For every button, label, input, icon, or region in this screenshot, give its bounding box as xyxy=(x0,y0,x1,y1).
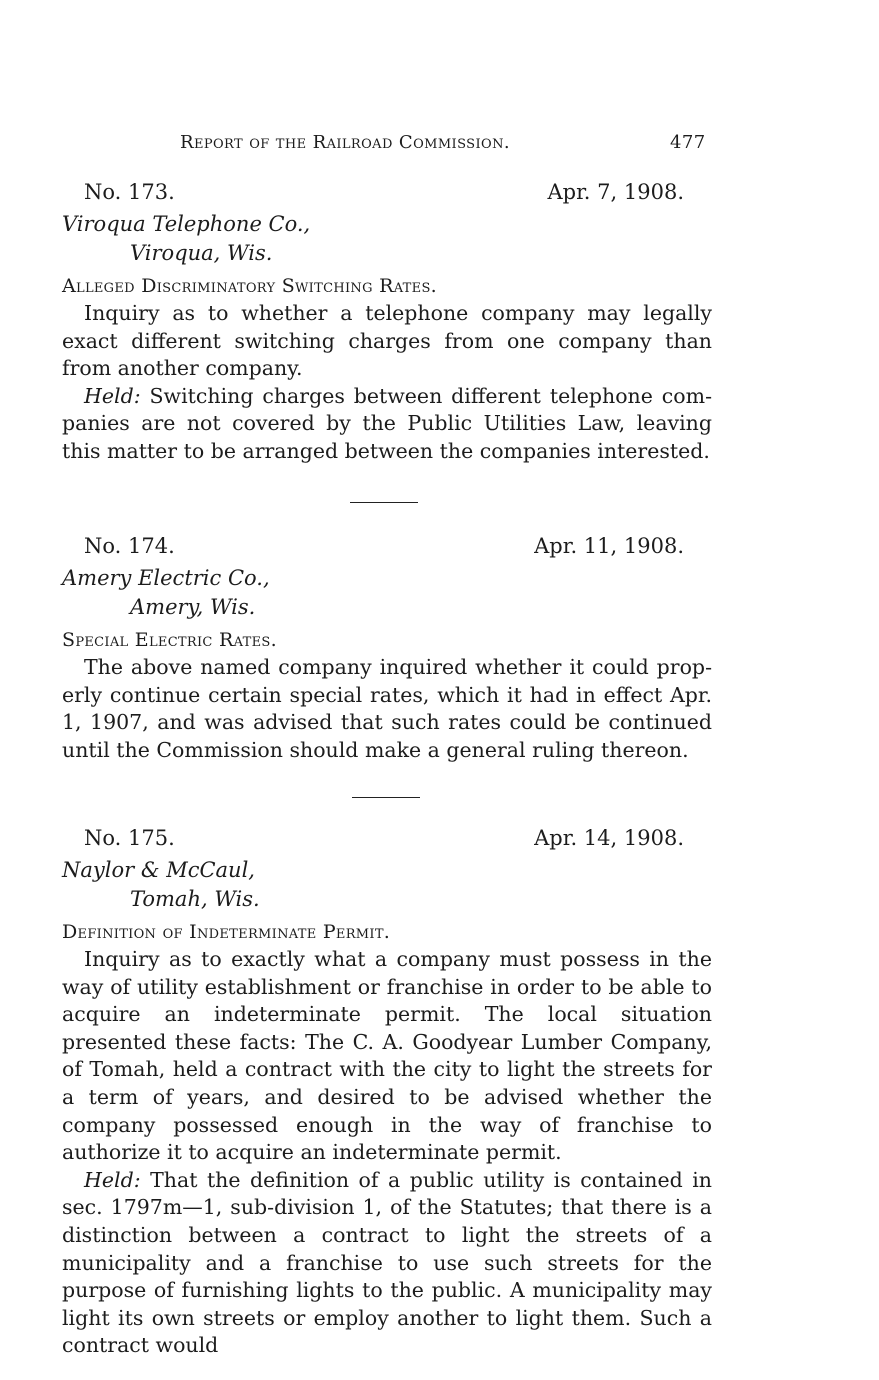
paragraph xyxy=(62,1167,712,1360)
entry-number: No. 173. xyxy=(84,180,175,204)
entry-subject: Definition of Indeterminate Permit. xyxy=(62,921,391,943)
paragraph xyxy=(62,654,712,764)
paragraph-text: Inquiry as to whether a telephone company may legally exact different switching charges from one company than from another company. xyxy=(62,301,712,381)
paragraph-text: The above named company inquired whether it could properly continue certain special rates, which it had in effect Apr. 1, 1907, and was advised that such rates could be continued until the Commission should make a general ruling thereon. xyxy=(62,655,712,762)
held-label: Held: xyxy=(84,383,141,408)
entry-header xyxy=(62,826,712,856)
section-divider xyxy=(352,797,420,798)
party-location: Amery, Wis. xyxy=(130,595,256,619)
paragraph xyxy=(62,383,712,466)
party-location: Viroqua, Wis. xyxy=(130,241,273,265)
party-location: Tomah, Wis. xyxy=(130,887,260,911)
entry-header xyxy=(62,534,712,564)
entry-subject: Alleged Discriminatory Switching Rates. xyxy=(62,275,437,297)
page-number: 477 xyxy=(670,132,706,153)
party-name: Naylor & McCaul, xyxy=(62,858,255,882)
running-title: Report of the Railroad Commission. xyxy=(180,132,510,153)
section-divider xyxy=(350,502,418,503)
entry-175 xyxy=(62,826,712,1360)
entry-174 xyxy=(62,534,712,764)
party-name: Amery Electric Co., xyxy=(62,566,270,590)
held-label: Held: xyxy=(84,1167,141,1192)
entry-173 xyxy=(62,180,712,466)
running-head xyxy=(180,132,720,153)
paragraph-text: Inquiry as to exactly what a company must possess in the way of utility establishment or franchise in order to be able to acquire an indeterminate permit. The local situation presented these facts: The C. A. Goodyear Lumber Company, of Tomah, held a contract with the city to light the streets for a term of years, and desired to be advised whether the company possessed enough in the way of franchise to authorize it to acquire an indeterminate permit. xyxy=(62,947,712,1165)
entry-date: Apr. 11, 1908. xyxy=(534,534,684,558)
entry-header xyxy=(62,180,712,210)
entry-number: No. 174. xyxy=(84,534,175,558)
party-name: Viroqua Telephone Co., xyxy=(62,212,311,236)
paragraph-text: That the definition of a public utility is contained in sec. 1797m—1, sub-division 1, of the Statutes; that there is a distinction between a contract to light the streets of a municipality and a franchise to use such streets for the purpose of furnishing lights to the public. A municipality may light its own streets or employ another to light them. Such a contract would xyxy=(62,1167,712,1358)
paragraph xyxy=(62,946,712,1167)
entry-date: Apr. 14, 1908. xyxy=(534,826,684,850)
entry-date: Apr. 7, 1908. xyxy=(547,180,684,204)
paragraph-text: Switching charges between different telephone companies are not covered by the Public Utilities Law, leaving this matter to be arranged between the companies interested. xyxy=(62,383,712,463)
entry-number: No. 175. xyxy=(84,826,175,850)
paragraph xyxy=(62,300,712,383)
entry-subject: Special Electric Rates. xyxy=(62,629,277,651)
